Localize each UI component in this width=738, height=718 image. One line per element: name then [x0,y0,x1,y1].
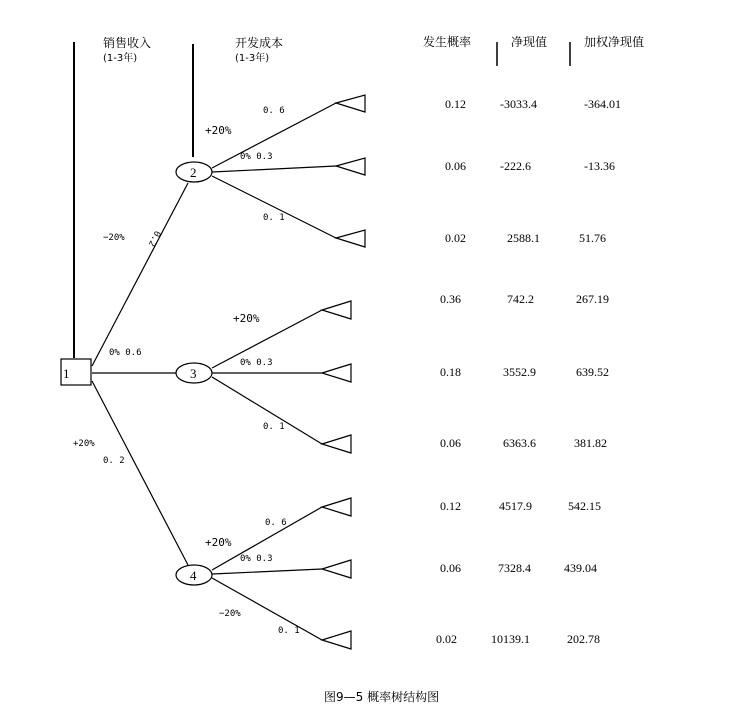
row-probability: 0.36 [440,292,461,306]
row-npv: 10139.1 [491,632,530,646]
row-probability: 0.02 [436,632,457,646]
row-npv: 7328.4 [498,561,531,575]
row-8 [440,561,597,575]
row-probability: 0.12 [445,97,466,111]
terminal-triangle-4 [322,301,351,319]
row-probability: 0.06 [445,159,466,173]
n2-mid-label: 0% 0.3 [240,152,273,162]
n4-top-prob: 0. 6 [265,518,287,528]
row-2 [445,159,615,173]
n4-mid-label: 0% 0.3 [240,554,273,564]
n2-top-change: +20% [205,124,232,137]
terminal-triangle-5 [322,364,351,382]
row-7 [440,499,601,513]
branch-root-to-4 [92,381,188,565]
root-middle-label: 0% 0.6 [109,348,142,358]
branch-4-mid [212,569,322,574]
header-npv: 净现值 [511,35,548,49]
row-probability: 0.06 [440,436,461,450]
n3-top-change: +20% [233,312,260,325]
row-weighted-npv: 439.04 [564,561,597,575]
terminal-triangle-7 [322,498,351,516]
n4-bot-prob: 0. 1 [278,626,300,636]
row-npv: -222.6 [500,159,531,173]
header-cost: 开发成本 [235,36,284,50]
row-weighted-npv: 267.19 [576,292,609,306]
row-4 [440,292,609,306]
row-weighted-npv: 542.15 [568,499,601,513]
terminal-triangle-9 [322,631,351,649]
terminal-triangle-8 [322,560,351,578]
row-probability: 0.12 [440,499,461,513]
row-npv: 3552.9 [503,365,536,379]
row-6 [440,436,607,450]
root-upper-change: −20% [103,233,125,243]
row-weighted-npv: -13.36 [584,159,615,173]
root-lower-change: +20% [73,439,95,449]
decision-node-1-label: 1 [63,366,70,381]
terminal-triangle-6 [322,435,351,453]
root-upper-prob: 0.2 [145,228,162,248]
terminal-triangle-2 [336,158,365,175]
row-1 [445,97,621,111]
row-probability: 0.02 [445,231,466,245]
chance-node-2-label: 2 [190,165,197,180]
n4-bot-change: −20% [219,609,241,619]
chance-node-4-label: 4 [190,568,197,583]
row-npv: 4517.9 [499,499,532,513]
header-weighted-npv: 加权净现值 [584,35,645,49]
terminal-triangle-3 [336,230,365,247]
n3-mid-label: 0% 0.3 [240,358,273,368]
row-probability: 0.18 [440,365,461,379]
row-3 [445,231,606,245]
n2-top-prob: 0. 6 [263,106,285,116]
branch-root-to-2 [92,183,188,366]
row-weighted-npv: -364.01 [584,97,621,111]
row-5 [440,365,609,379]
root-lower-prob: 0. 2 [103,456,125,466]
row-npv: 742.2 [507,292,534,306]
row-npv: -3033.4 [500,97,537,111]
header-sales-period: (1-3年) [103,53,138,64]
n4-top-change: +20% [205,536,232,549]
header-cost-period: (1-3年) [235,53,270,64]
figure-caption: 图9—5 概率树结构图 [324,690,440,704]
branch-2-bot [212,176,336,238]
row-9 [436,632,600,646]
row-npv: 2588.1 [507,231,540,245]
row-npv: 6363.6 [503,436,536,450]
terminal-triangle-1 [336,95,365,112]
n2-bot-prob: 0. 1 [263,213,285,223]
n3-bot-prob: 0. 1 [263,422,285,432]
header-probability: 发生概率 [423,35,472,49]
row-weighted-npv: 381.82 [574,436,607,450]
row-weighted-npv: 639.52 [576,365,609,379]
branch-2-mid [212,166,336,172]
row-weighted-npv: 202.78 [567,632,600,646]
row-probability: 0.06 [440,561,461,575]
row-weighted-npv: 51.76 [579,231,606,245]
chance-node-3-label: 3 [190,366,197,381]
header-sales: 销售收入 [103,36,152,50]
branch-3-bot [212,377,322,444]
